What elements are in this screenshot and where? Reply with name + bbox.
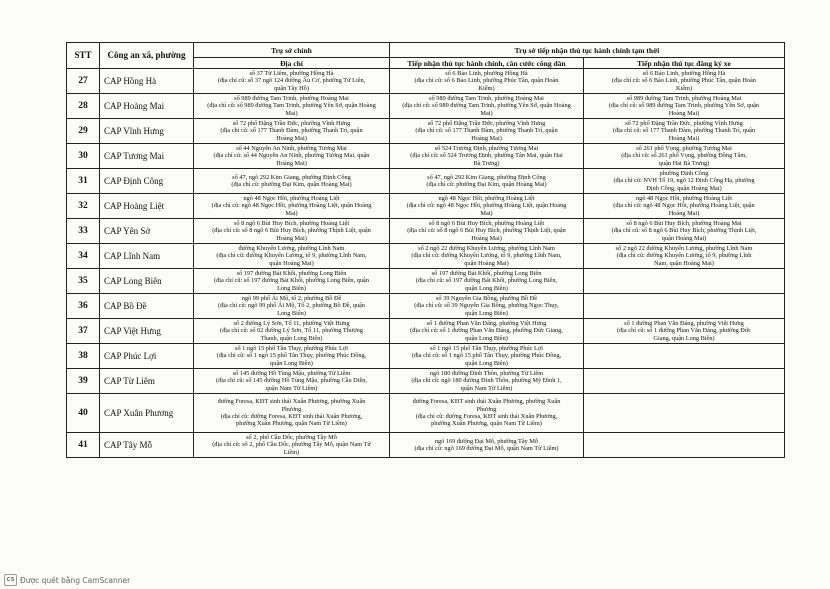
admin-line: (địa chỉ cũ: số 1 ngõ 15 phố Tân Thụy, phường Phúc Đồng,: [411, 352, 562, 360]
col-header-address: Địa chỉ: [194, 58, 390, 69]
vehicle-line: số 261 phố Vọng, phường Tương Mai: [636, 144, 732, 152]
table-row: [67, 369, 785, 394]
row-vehicle-cell: [584, 69, 785, 94]
vehicle-line: (địa chỉ cũ: số 8 ngõ 6 Bùi Huy Bích, phường Thịnh Liệt,: [611, 227, 757, 235]
admin-line: quận Long Biên): [465, 284, 508, 292]
admin-line: số 1 ngõ 15 phố Tân Thụy, phường Phúc Lợi: [430, 344, 543, 352]
row-vehicle-cell: [584, 94, 785, 119]
addr-line: ngõ 48 Ngọc Hồi, phường Hoàng Liệt: [243, 194, 340, 202]
admin-line: quận Nam Từ Liêm): [460, 384, 513, 392]
row-ward-name: CAP Định Công: [100, 169, 194, 194]
addr-line: (địa chỉ cũ: số 8 ngõ 6 Bùi Huy Bích, phường Thịnh Liệt, quận: [212, 227, 371, 235]
admin-line: Hoàng Mai): [471, 134, 502, 142]
row-admin-cell: [390, 169, 584, 194]
row-addr-cell: [194, 344, 390, 369]
addr-line: Long Biên): [277, 309, 306, 317]
addr-line: ngõ 99 phố Ái Mộ, tổ 2, phường Bồ Đề: [241, 294, 342, 302]
row-stt: 32: [67, 194, 100, 219]
addr-line: số 2, phố Cầu Dốc, phường Tây Mỗ: [246, 433, 337, 441]
admin-line: số 524 Trương Định, phường Tương Mai: [434, 144, 539, 152]
addr-line: Thanh, quận Long Biên): [260, 334, 323, 342]
addr-line: (địa chỉ cũ: số 44 Nguyễn An Ninh, phường Tương Mai, quận: [213, 152, 370, 160]
vehicle-line: quận Hai Bà Trưng): [658, 159, 710, 167]
row-addr-cell: [194, 369, 390, 394]
row-vehicle-cell: [584, 369, 785, 394]
row-vehicle-cell: [584, 344, 785, 369]
col-header-temp: Trụ sở tiếp nhận thủ tục hành chính tạm thời: [390, 43, 785, 58]
addr-line: (địa chỉ cũ: số 37 ngõ 124 đường Âu Cơ, phường Tứ Liên,: [217, 77, 366, 85]
admin-line: (địa chỉ cũ: phường Đại Kim, quận Hoàng Mai): [426, 181, 547, 188]
row-vehicle-cell: [584, 319, 785, 344]
addr-line: Long Biên): [277, 284, 306, 292]
table-body: [67, 69, 785, 458]
addr-line: (địa chỉ cũ: số 1 ngõ 15 phố Tân Thụy, phường Phúc Đồng,: [216, 352, 367, 360]
row-admin-cell: [390, 269, 584, 294]
admin-line: Kiếm): [478, 84, 495, 92]
row-vehicle-cell: [584, 244, 785, 269]
addr-line: (địa chỉ cũ: số 145 đường Hồ Tùng Mậu, phường Cầu Diễn,: [215, 377, 367, 385]
vehicle-line: (địa chỉ cũ: NVH Tổ 19, ngõ 12 Định Công Hạ, phường: [613, 177, 755, 185]
row-addr-cell: [194, 169, 390, 194]
addr-line: số 197 đường Bát Khối, phường Long Biên: [236, 269, 347, 277]
admin-line: (địa chỉ cũ: đường Khuyến Lương, tổ 9, phường Lĩnh Nam,: [411, 252, 562, 260]
addr-line: đường Foresa, KĐT sinh thái Xuân Phương, phường Xuân: [217, 398, 366, 406]
row-ward-name: CAP Hồng Hà: [100, 69, 194, 94]
vehicle-line: Nam, quận Hoàng Mai): [654, 259, 714, 267]
vehicle-line: Hoàng Mai): [668, 134, 700, 142]
admin-line: số 39 Nguyễn Gia Bồng, phường Bồ Đề: [435, 294, 538, 302]
row-stt: 35: [67, 269, 100, 294]
table-row: [67, 269, 785, 294]
row-stt: 28: [67, 94, 100, 119]
row-vehicle-cell: [584, 119, 785, 144]
addr-line: Liêm): [283, 448, 300, 456]
admin-line: ngõ 180 đường Đình Thôn, phường Từ Liêm: [429, 369, 544, 377]
table-row: [67, 169, 785, 194]
admin-line: (địa chỉ cũ: ngõ 48 Ngọc Hồi, phường Hoàng Liệt, quận Hoàng: [406, 202, 567, 210]
admin-line: phường Xuân Phương, quận Nam Từ Liêm): [431, 420, 542, 428]
row-addr-cell: [194, 219, 390, 244]
row-addr-cell: [194, 433, 390, 458]
row-stt: 29: [67, 119, 100, 144]
addr-line: Mai): [285, 209, 298, 217]
admin-line: số 47, ngõ 292 Kim Giang, phường Định Công: [427, 173, 546, 181]
addr-line: (địa chỉ cũ: số 989 đường Tam Trinh, phường Yên Sở, quận Hoàng: [207, 102, 376, 110]
addr-line: số 2 đường Lý Sơn, Tổ 11, phường Việt Hưng: [233, 319, 350, 327]
row-ward-name: CAP Tây Mỗ: [100, 433, 194, 458]
table-row: [67, 119, 785, 144]
vehicle-line: Kiếm): [675, 84, 693, 92]
row-admin-cell: [390, 319, 584, 344]
addr-line: (địa chỉ cũ: ngõ 99 phố Ái Mộ, Tổ 2, phường Bồ Đề, quận: [218, 302, 365, 310]
vehicle-line: phường Định Công: [659, 169, 709, 177]
admin-line: số 1 đường Phan Văn Đáng, phường Việt Hưng: [426, 319, 547, 327]
admin-line: Bà Trưng): [473, 159, 500, 167]
vehicle-line: Định Công, quận Hoàng Mai): [646, 184, 722, 192]
table-row: [67, 344, 785, 369]
row-addr-cell: [194, 119, 390, 144]
vehicle-line: (địa chỉ cũ: số 177 Thanh Đàm, phường Thanh Trì, quận: [612, 127, 756, 135]
addr-line: đường Khuyến Lương, phường Lĩnh Nam: [238, 244, 345, 252]
camscanner-text: Được quét bằng CamScanner: [20, 575, 131, 585]
col-header-ward: Công an xã, phường: [100, 43, 194, 69]
vehicle-line: (địa chỉ cũ: số 1 đường Phan Văn Đáng, phường Đức: [616, 327, 752, 335]
table-row: [67, 394, 785, 433]
table-row: [67, 194, 785, 219]
row-ward-name: CAP Bồ Đề: [100, 294, 194, 319]
vehicle-line: số 72 phố Đặng Trần Đức, phường Vĩnh Hưng: [625, 119, 743, 127]
row-ward-name: CAP Long Biên: [100, 269, 194, 294]
row-admin-cell: [390, 194, 584, 219]
addr-line: phường Xuân Phương, quận Nam Từ Liêm): [236, 420, 347, 428]
admin-line: quận Hoàng Mai): [464, 259, 509, 267]
admin-line: số 2 ngõ 22 đường Khuyến Lương, phường Lĩnh Nam: [418, 244, 555, 252]
camscanner-watermark: [4, 574, 130, 586]
row-ward-name: CAP Hoàng Liệt: [100, 194, 194, 219]
table-row: [67, 433, 785, 458]
addr-line: số 1 ngõ 15 phố Tân Thụy, phường Phúc Lợi: [235, 344, 348, 352]
admin-line: (địa chỉ cũ: đường Foresa, KĐT sinh thái Xuân Phương,: [415, 413, 558, 420]
table-header-row: [67, 43, 785, 58]
col-header-admin: Tiếp nhận thủ tục hành chính, căn cước công dân: [390, 58, 584, 69]
vehicle-line: Giang, quận Long Biên): [653, 334, 715, 342]
addr-line: số 37 Từ Liêm, phường Hồng Hà: [249, 69, 334, 77]
admin-line: (địa chỉ cũ: số 197 đường Bát Khối, phường Long Biên,: [415, 277, 558, 285]
vehicle-line: Hoàng Mai): [668, 209, 700, 217]
row-ward-name: CAP Phúc Lợi: [100, 344, 194, 369]
admin-line: (địa chỉ cũ: ngõ 180 đường Đình Thôn, phường Mỹ Đình 1,: [411, 377, 562, 385]
vehicle-line: số 6 Bảo Linh, phường Hồng Hà: [642, 69, 726, 77]
row-ward-name: CAP Lĩnh Nam: [100, 244, 194, 269]
vehicle-line: (địa chỉ cũ: số 6 Bảo Linh, phường Phúc Tân, quận Hoàn: [612, 77, 756, 85]
row-admin-cell: [390, 119, 584, 144]
col-header-hq: Trụ sở chính: [194, 43, 390, 58]
row-addr-cell: [194, 319, 390, 344]
row-stt: 31: [67, 169, 100, 194]
admin-line: đường Foresa, KĐT sinh thái Xuân Phương, phường Xuân: [412, 398, 561, 406]
row-addr-cell: [194, 394, 390, 433]
row-admin-cell: [390, 144, 584, 169]
admin-line: Hoàng Mai): [471, 234, 502, 242]
row-ward-name: CAP Yên Sở: [100, 219, 194, 244]
admin-line: (địa chỉ cũ: ngõ 169 đường Đại Mỗ, quận Nam Từ Liêm): [414, 445, 559, 452]
row-addr-cell: [194, 69, 390, 94]
row-addr-cell: [194, 194, 390, 219]
vehicle-line: (địa chỉ cũ: đường Khuyến Lương, tổ 9, phường Lĩnh: [616, 252, 752, 260]
vehicle-line: số 2 ngõ 22 đường Khuyến Lương, phường Lĩnh Nam: [615, 244, 753, 252]
admin-line: Mai): [480, 109, 493, 117]
vehicle-line: số 8 ngõ 6 Bùi Huy Bích, phường Hoàng Mai: [626, 219, 742, 227]
addr-line: Mai): [285, 109, 298, 117]
admin-line: số 72 phố Đặng Trần Đức, phường Vĩnh Hưng: [427, 119, 546, 127]
vehicle-line: số 1 đường Phan Văn Đáng, phường Việt Hưng: [624, 319, 744, 327]
vehicle-line: (địa chỉ cũ: ngõ 48 Ngọc Hồi, phường Hoàng Liệt, quận: [613, 202, 755, 210]
table-row: [67, 294, 785, 319]
row-ward-name: CAP Từ Liêm: [100, 369, 194, 394]
addr-line: Phương: [281, 405, 302, 413]
row-vehicle-cell: [584, 194, 785, 219]
table-row: [67, 244, 785, 269]
admin-line: (địa chỉ cũ: số 1 đường Phan Văn Đáng, phường Đức Giang,: [410, 327, 563, 335]
row-ward-name: CAP Vĩnh Hưng: [100, 119, 194, 144]
row-vehicle-cell: [584, 144, 785, 169]
addr-line: số 8 ngõ 6 Bùi Huy Bích, phường Hoàng Liệt: [233, 219, 350, 227]
addr-line: (địa chỉ cũ: đường Foresa, KĐT sinh thái Xuân Phương,: [220, 413, 363, 420]
row-admin-cell: [390, 294, 584, 319]
addr-line: (địa chỉ cũ: số 177 Thanh Đàm, phường Thanh Trì, quận: [220, 127, 363, 135]
vehicle-line: (địa chỉ cũ: số 261 phố Vọng, phường Đồng Tâm,: [621, 152, 747, 160]
row-admin-cell: [390, 69, 584, 94]
vehicle-line: ngõ 48 Ngọc Hồi, phường Hoàng Liệt: [635, 194, 733, 202]
admin-line: (địa chỉ cũ: số 524 Trương Định, phường Tân Mai, quận Hai: [410, 152, 563, 160]
addr-line: số 72 phố Đặng Trần Đức, phường Vĩnh Hưng: [232, 119, 351, 127]
vehicle-line: (địa chỉ cũ: số 989 đường Tam Trinh, phường Yên Sở, quận: [608, 102, 760, 110]
vehicle-line: quận Hoàng Mai): [661, 234, 707, 242]
row-admin-cell: [390, 244, 584, 269]
row-stt: 30: [67, 144, 100, 169]
row-stt: 41: [67, 433, 100, 458]
row-admin-cell: [390, 394, 584, 433]
addr-line: Hoàng Mai): [276, 134, 307, 142]
admin-line: ngõ 169 đường Đại Mỗ, phường Tây Mỗ: [434, 437, 539, 445]
addr-line: Hoàng Mai): [276, 234, 307, 242]
addr-line: quận Tây Hồ): [274, 84, 309, 92]
row-addr-cell: [194, 94, 390, 119]
addr-line: (địa chỉ cũ: đường Khuyến Lương, tổ 9, phường Lĩnh Nam,: [216, 252, 367, 260]
row-vehicle-cell: [584, 433, 785, 458]
row-addr-cell: [194, 269, 390, 294]
admin-line: Mai): [480, 209, 493, 217]
col-header-vehicle: Tiếp nhận thủ tục đăng ký xe: [584, 58, 785, 69]
admin-line: số 6 Bảo Linh, phường Hồng Hà: [445, 69, 528, 77]
camscanner-icon: CS: [4, 574, 17, 586]
vehicle-line: Hoàng Mai): [668, 109, 700, 117]
addr-line: quận Nam Từ Liêm): [265, 384, 318, 392]
row-ward-name: CAP Hoàng Mai: [100, 94, 194, 119]
row-addr-cell: [194, 244, 390, 269]
admin-line: (địa chỉ cũ: số 39 Nguyễn Gia Bồng, phường Ngọc Thụy,: [414, 302, 559, 310]
row-admin-cell: [390, 94, 584, 119]
row-admin-cell: [390, 344, 584, 369]
row-stt: 36: [67, 294, 100, 319]
row-admin-cell: [390, 219, 584, 244]
admin-line: quận Long Biên): [465, 334, 508, 342]
addr-line: (địa chỉ cũ: số 02 đường Lý Sơn, Tổ 11, phường Thượng: [220, 327, 363, 335]
row-stt: 37: [67, 319, 100, 344]
row-vehicle-cell: [584, 394, 785, 433]
addr-line: số 989 đường Tam Trinh, phường Hoàng Mai: [234, 94, 349, 102]
table-row: [67, 319, 785, 344]
row-vehicle-cell: [584, 294, 785, 319]
addr-line: quận Hoàng Mai): [269, 259, 314, 267]
col-header-stt: STT: [67, 43, 100, 69]
admin-line: (địa chỉ cũ: số 177 Thanh Đàm, phường Thanh Trì, quận: [415, 127, 558, 135]
admin-line: quận Long Biên): [465, 309, 508, 317]
row-stt: 33: [67, 219, 100, 244]
table-row: [67, 94, 785, 119]
row-admin-cell: [390, 369, 584, 394]
addr-line: (địa chỉ cũ: ngõ 48 Ngọc Hồi, phường Hoàng Liệt, quận Hoàng: [211, 202, 372, 210]
addr-line: số 44 Nguyễn An Ninh, phường Tương Mai: [236, 144, 347, 152]
addr-line: (địa chỉ cũ: số 197 đường Bát Khối, phường Long Biên, quận: [214, 277, 369, 285]
table-row: [67, 219, 785, 244]
admin-line: (địa chỉ cũ: số 989 đường Tam Trinh, phường Yên Sở, quận Hoàng: [402, 102, 571, 110]
admin-line: số 8 ngõ 6 Bùi Huy Bích, phường Hoàng Liệt: [428, 219, 545, 227]
row-addr-cell: [194, 144, 390, 169]
admin-line: số 197 đường Bát Khối, phường Long Biên: [431, 269, 542, 277]
police-station-table: [66, 42, 785, 458]
addr-line: số 47, ngõ 292 Kim Giang, phường Định Công: [232, 173, 351, 181]
admin-line: quận Long Biên): [465, 359, 508, 367]
row-vehicle-cell: [584, 269, 785, 294]
row-ward-name: CAP Tương Mai: [100, 144, 194, 169]
row-ward-name: CAP Việt Hưng: [100, 319, 194, 344]
table-row: [67, 144, 785, 169]
row-stt: 34: [67, 244, 100, 269]
row-stt: 39: [67, 369, 100, 394]
admin-line: số 989 đường Tam Trinh, phường Hoàng Mai: [429, 94, 544, 102]
addr-line: Hoàng Mai): [276, 159, 307, 167]
addr-line: (địa chỉ cũ: số 2, phố Cầu Dốc, phường Tây Mỗ, quận Nam Từ: [212, 441, 371, 449]
admin-line: Phương: [476, 405, 497, 413]
row-stt: 40: [67, 394, 100, 433]
admin-line: (địa chỉ cũ: số 8 ngõ 6 Bùi Huy Bích, phường Thịnh Liệt, quận: [407, 227, 566, 235]
addr-line: số 145 đường Hồ Tùng Mậu, phường Từ Liêm: [232, 369, 351, 377]
addr-line: (địa chỉ cũ: phường Đại Kim, quận Hoàng Mai): [231, 181, 352, 188]
vehicle-line: số 989 đường Tam Trinh, phường Hoàng Mai: [626, 94, 742, 102]
row-vehicle-cell: [584, 169, 785, 194]
table-row: [67, 69, 785, 94]
row-stt: 38: [67, 344, 100, 369]
row-admin-cell: [390, 433, 584, 458]
row-addr-cell: [194, 294, 390, 319]
admin-line: ngõ 48 Ngọc Hồi, phường Hoàng Liệt: [438, 194, 535, 202]
row-stt: 27: [67, 69, 100, 94]
row-ward-name: CAP Xuân Phương: [100, 394, 194, 433]
admin-line: (địa chỉ cũ: số 6 Bảo Linh, phường Phúc Tân, quận Hoàn: [414, 77, 559, 85]
addr-line: quận Long Biên): [270, 359, 313, 367]
row-vehicle-cell: [584, 219, 785, 244]
